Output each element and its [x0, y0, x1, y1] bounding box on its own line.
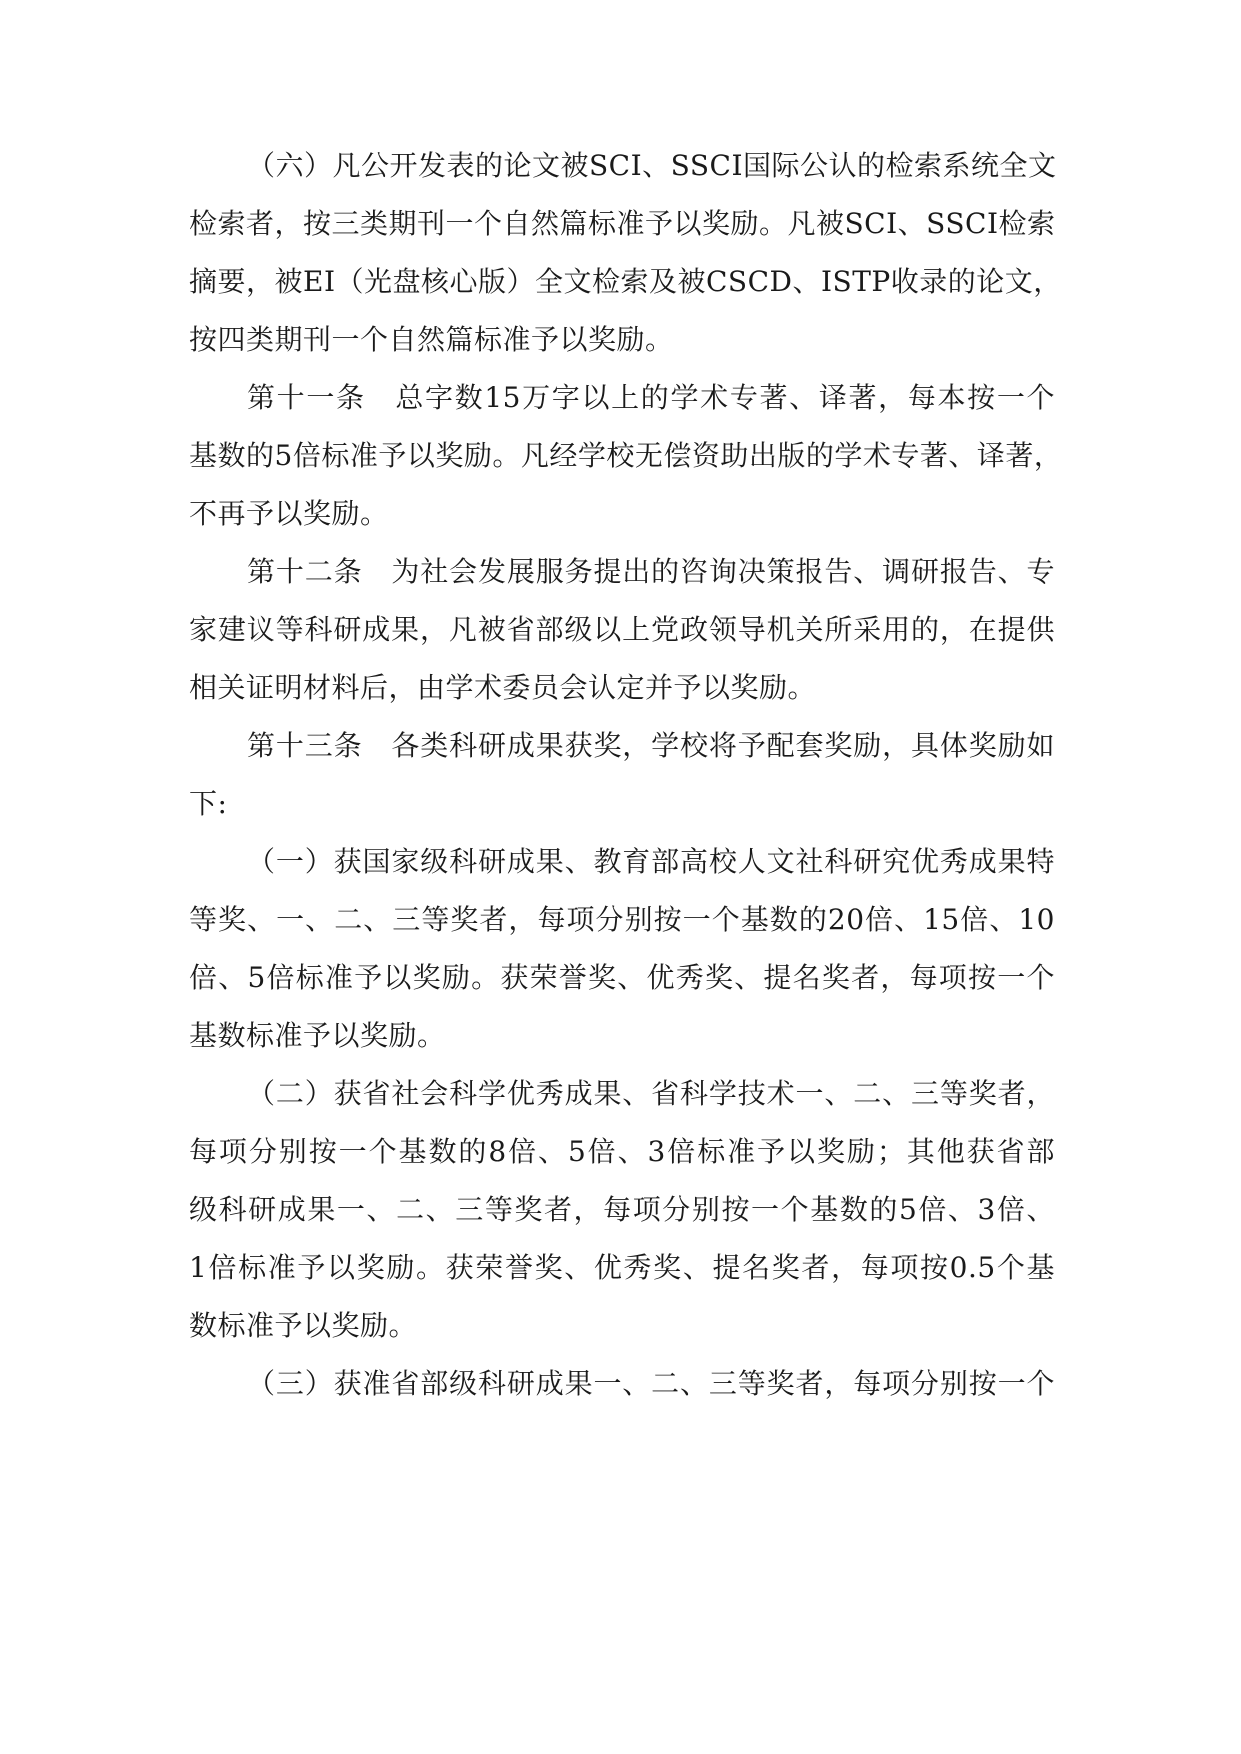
paragraph-line: 检索者，按三类期刊一个自然篇标准予以奖励。凡被SCI、SSCI检索	[189, 207, 1056, 240]
paragraph-line: 下:	[189, 787, 228, 820]
paragraph-line: （一）获国家级科研成果、教育部高校人文社科研究优秀成果特	[247, 845, 1055, 878]
paragraph-line: （三）获准省部级科研成果一、二、三等奖者，每项分别按一个	[247, 1367, 1055, 1400]
article-heading-line: 第十三条 各类科研成果获奖，学校将予配套奖励，具体奖励如	[247, 729, 1055, 762]
paragraph-line: 1倍标准予以奖励。获荣誉奖、优秀奖、提名奖者，每项按0.5个基	[189, 1251, 1055, 1284]
paragraph-line: 每项分别按一个基数的8倍、5倍、3倍标准予以奖励；其他获省部	[189, 1135, 1055, 1168]
paragraph-line: 基数的5倍标准予以奖励。凡经学校无偿资助出版的学术专著、译著，	[189, 439, 1063, 472]
paragraph-line: 倍、5倍标准予以奖励。获荣誉奖、优秀奖、提名奖者，每项按一个	[189, 961, 1055, 994]
paragraph-line: 摘要，被EI（光盘核心版）全文检索及被CSCD、ISTP收录的论文，	[189, 265, 1062, 298]
article-heading-line: 第十一条 总字数15万字以上的学术专著、译著，每本按一个	[247, 381, 1055, 414]
paragraph-line: 相关证明材料后，由学术委员会认定并予以奖励。	[189, 671, 817, 704]
paragraph-line: 基数标准予以奖励。	[189, 1019, 446, 1052]
paragraph-line: 级科研成果一、二、三等奖者，每项分别按一个基数的5倍、3倍、	[189, 1193, 1055, 1226]
article-heading-line: 第十二条 为社会发展服务提出的咨询决策报告、调研报告、专	[247, 555, 1055, 588]
paragraph-line: 数标准予以奖励。	[189, 1309, 418, 1342]
paragraph-line: （二）获省社会科学优秀成果、省科学技术一、二、三等奖者，	[247, 1077, 1055, 1110]
paragraph-line: 家建议等科研成果，凡被省部级以上党政领导机关所采用的，在提供	[189, 613, 1055, 646]
paragraph-line: 等奖、一、二、三等奖者，每项分别按一个基数的20倍、15倍、10	[189, 903, 1055, 936]
paragraph-line: （六）凡公开发表的论文被SCI、SSCI国际公认的检索系统全文	[247, 149, 1057, 182]
paragraph-line: 按四类期刊一个自然篇标准予以奖励。	[189, 323, 674, 356]
paragraph-line: 不再予以奖励。	[189, 497, 389, 530]
